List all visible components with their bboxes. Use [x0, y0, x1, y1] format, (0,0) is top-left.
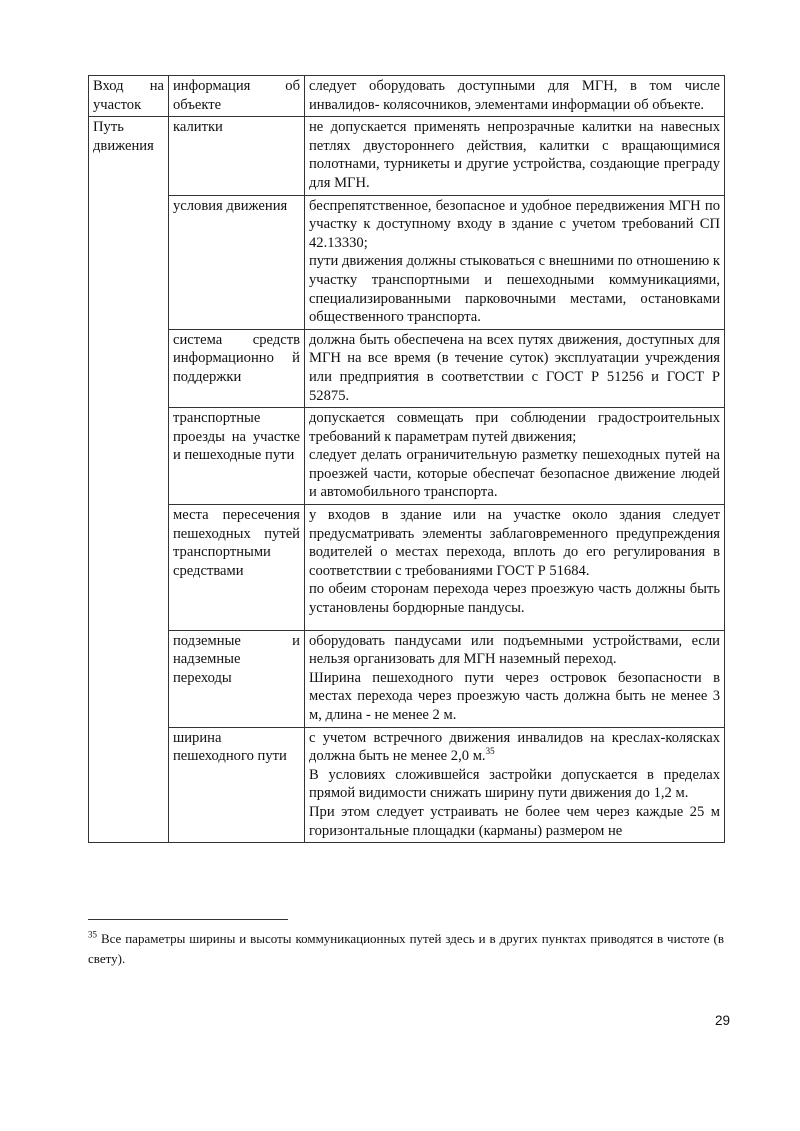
- item-cell: подземные и надземные переходы: [169, 630, 305, 727]
- requirement-cell: у входов в здание или на участке около здания следует предусматривать элементы заблаговременного предупреждения водителей о местах перехода, вплоть до его регулирования в соответствии с требованиями ГОСТ Р 51684. по обеим сторонам перехода через проезжую часть должны быть установлены бордюрные пандусы.: [305, 505, 725, 631]
- section-cell: Вход на участок: [89, 76, 169, 117]
- requirement-text: В условиях сложившейся застройки допускается в пределах прямой видимости снижать ширину пути движения до 1,2 м. При этом следует устраивать не более чем через каждые 25 м горизонтальные площадки (карманы) размером не: [309, 766, 720, 839]
- requirement-cell: не допускается применять непрозрачные калитки на навесных петлях двустороннего действия, калитки с вращающимися полотнами, турникеты и другие устройства, создающие преграду для МГН.: [305, 117, 725, 195]
- table-row: [89, 195, 725, 329]
- footnote-text: Все параметры ширины и высоты коммуникационных путей здесь и в других пунктах приводятся в чистоте (в свету).: [88, 931, 725, 966]
- requirement-text: с учетом встречного движения инвалидов на креслах-колясках должна быть не менее 2,0 м.: [309, 729, 720, 765]
- table-row: [89, 329, 725, 407]
- item-cell: места пересечения пешеходных путей транспортными средствами: [169, 505, 305, 631]
- table-row: [89, 727, 725, 843]
- item-cell: система средств информационно й поддержки: [169, 329, 305, 407]
- item-cell: транспортные проезды на участке и пешеходные пути: [169, 408, 305, 505]
- item-cell: информация об объекте: [169, 76, 305, 117]
- requirement-cell: [305, 727, 725, 843]
- table-row: [89, 76, 725, 117]
- table-row: [89, 117, 725, 195]
- page-number: 29: [714, 1013, 730, 1028]
- section-cell: Путь движения: [89, 117, 169, 843]
- requirement-cell: должна быть обеспечена на всех путях движения, доступных для МГН на все время (в течение суток) эксплуатации учреждения или предприятия в соответствии с ГОСТ Р 51256 и ГОСТ Р 52875.: [305, 329, 725, 407]
- requirement-cell: беспрепятственное, безопасное и удобное передвижения МГН по участку к доступному входу в здание с учетом требований СП 42.13330; пути движения должны стыковаться с внешними по отношению к участку транспортными и пешеходными коммуникациями, специализированными парковочными местами, остановками общественного транспорта.: [305, 195, 725, 329]
- footnote-separator: [88, 919, 288, 920]
- table-row: [89, 630, 725, 727]
- item-cell: калитки: [169, 117, 305, 195]
- item-cell: ширина пешеходного пути: [169, 727, 305, 843]
- item-cell: условия движения: [169, 195, 305, 329]
- requirement-cell: допускается совмещать при соблюдении градостроительных требований к параметрам путей движения; следует делать ограничительную разметку пешеходных путей на проезжей части, которые обеспечат безопасное движение людей и автомобильного транспорта.: [305, 408, 725, 505]
- requirements-table: [88, 75, 725, 843]
- footnote-reference: 35: [485, 746, 495, 757]
- requirement-cell: следует оборудовать доступными для МГН, в том числе инвалидов- колясочников, элементами информации об объекте.: [305, 76, 725, 117]
- footnote-number: 35: [88, 929, 97, 940]
- requirement-cell: оборудовать пандусами или подъемными устройствами, если нельзя организовать для МГН наземный переход. Ширина пешеходного пути через островок безопасности в местах перехода через проезжую часть должна быть не менее 3 м, длина - не менее 2 м.: [305, 630, 725, 727]
- footnote: [88, 929, 724, 969]
- table-row: [89, 505, 725, 631]
- table-row: [89, 408, 725, 505]
